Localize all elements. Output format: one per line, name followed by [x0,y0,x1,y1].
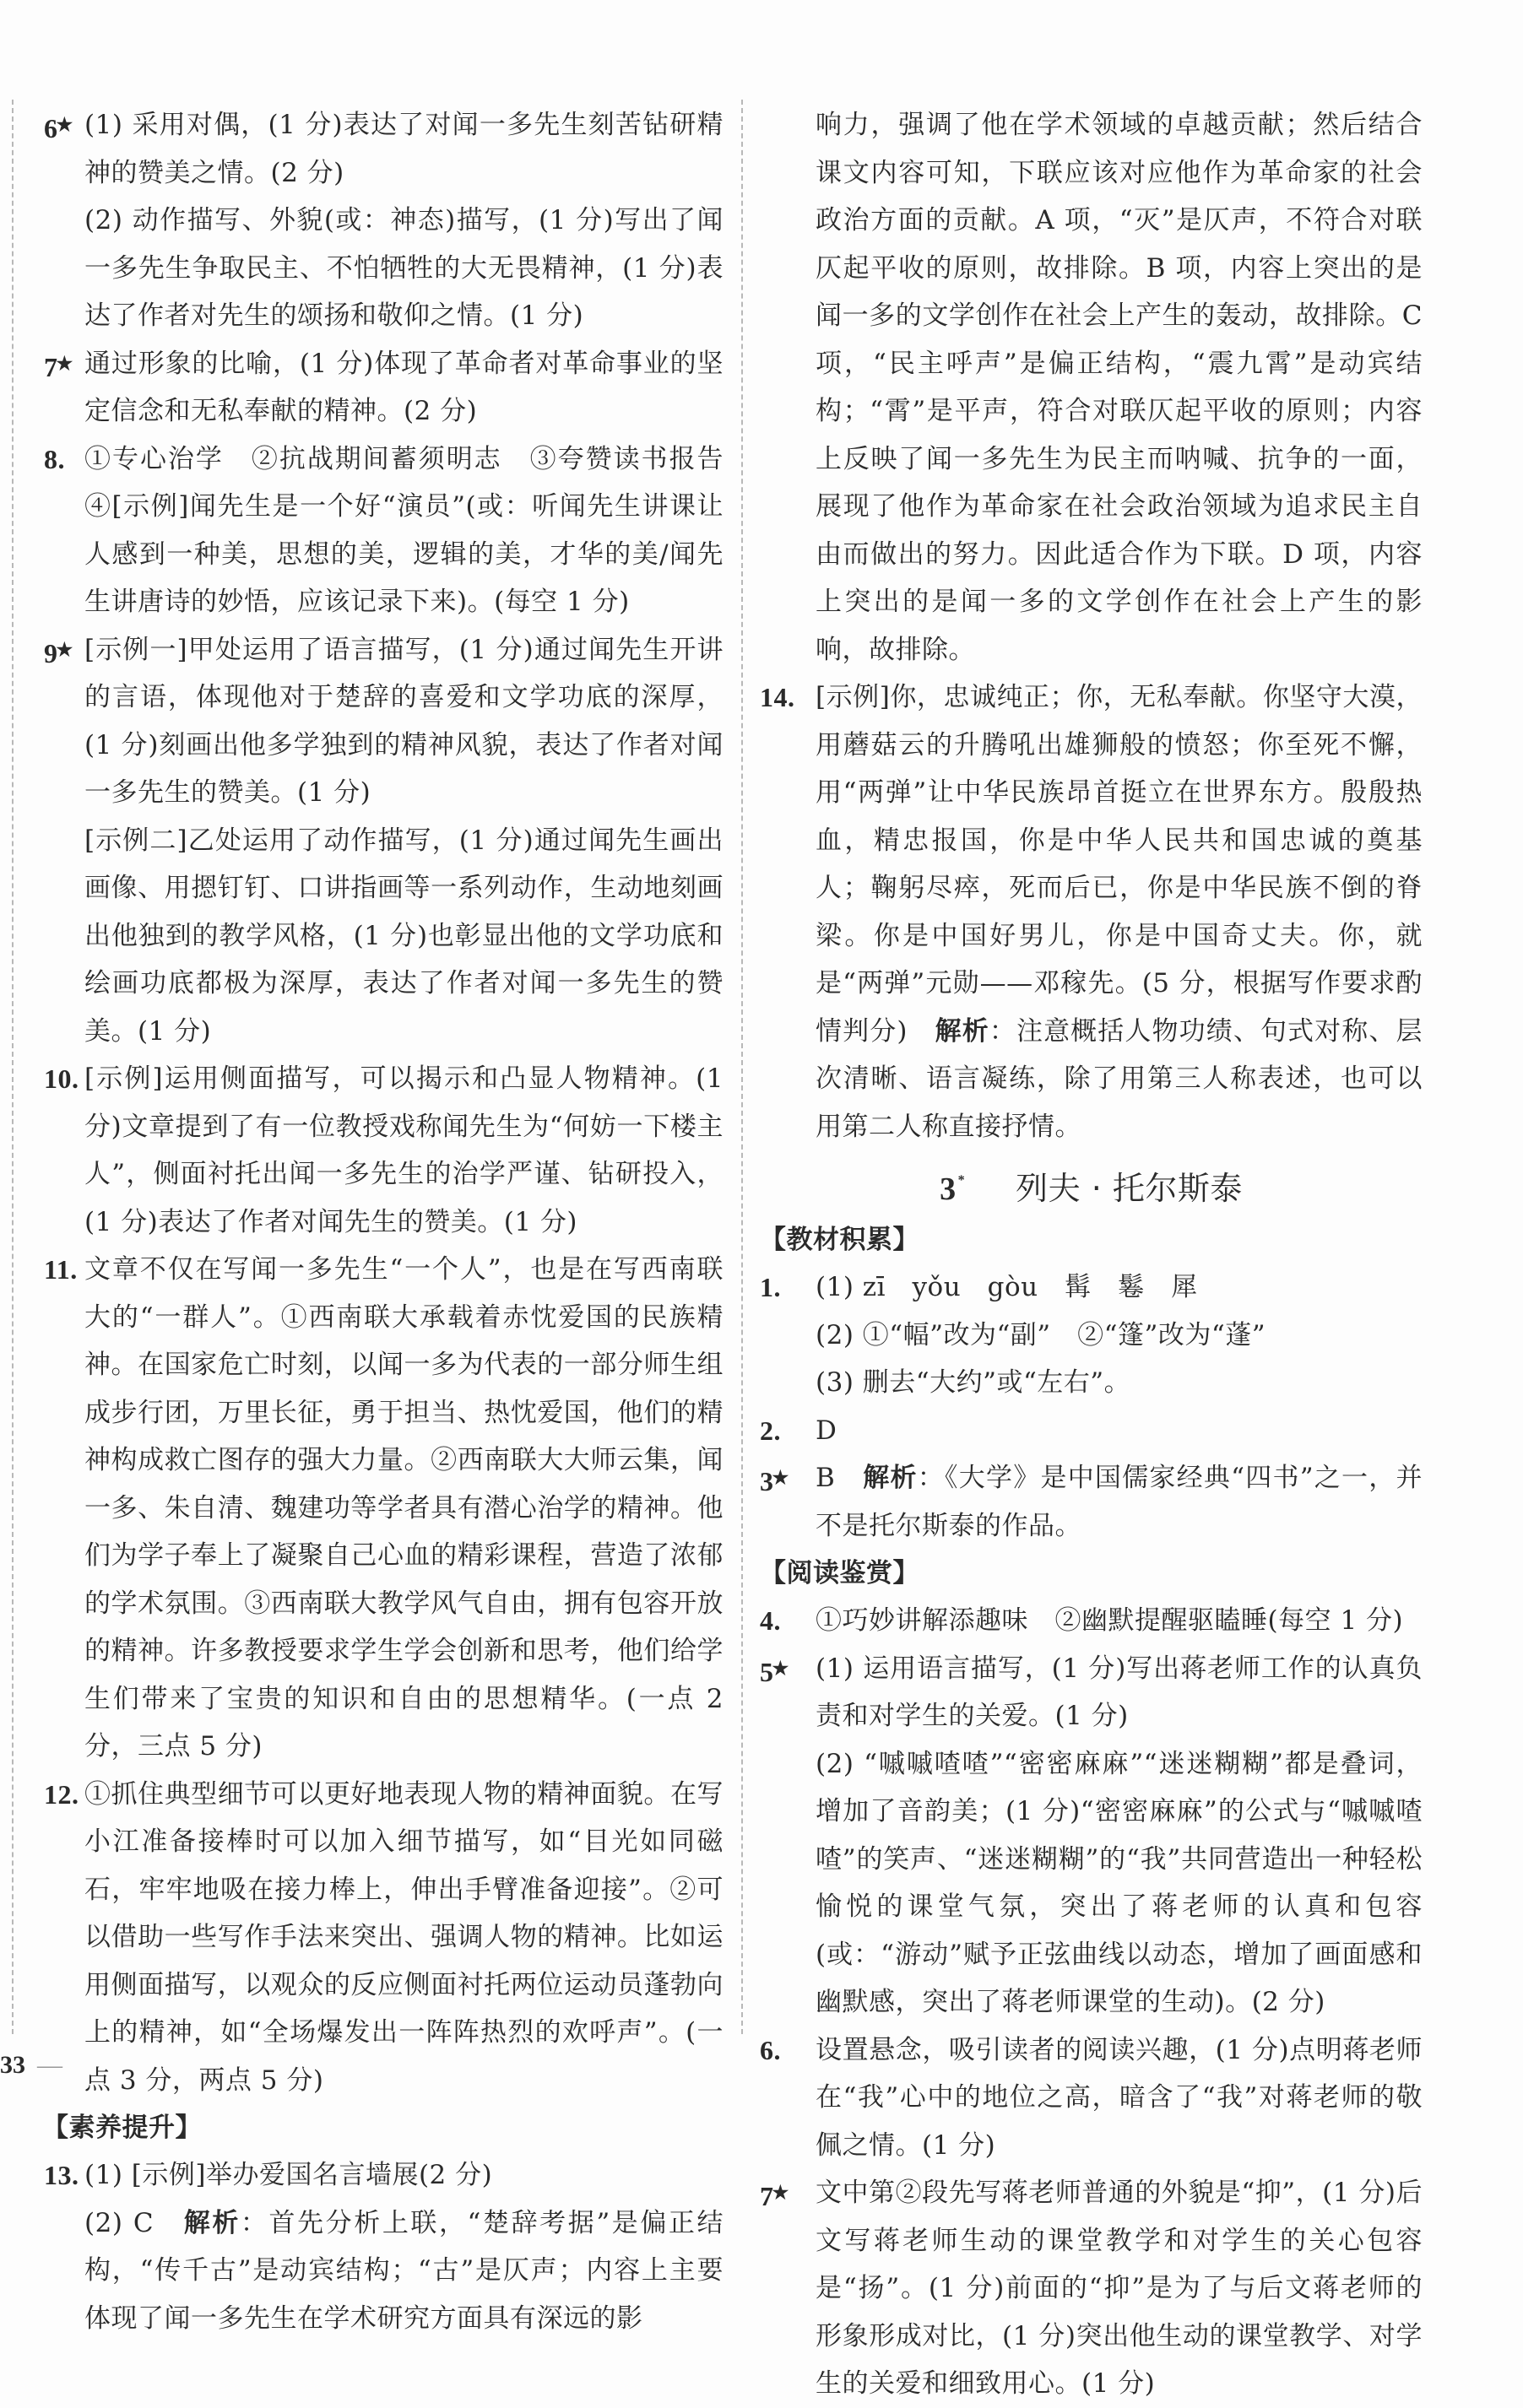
question-number: 6. [760,2034,781,2065]
right-column [760,101,1423,2408]
question-number: 13. [44,2160,79,2190]
answer-q7 [27,340,724,436]
star-icon: ★ [56,352,73,374]
question-number: 9★ [44,637,73,668]
question-number: 11. [44,1254,78,1285]
lesson3-answer-q5 [760,1645,1423,2027]
answer-text: (2) “嘁嘁喳喳”“密密麻麻”“迷迷糊糊”都是叠词，增加了音韵美；(1 分)“密密麻麻”的公式与“嘁嘁喳喳”的笑声、“迷迷糊糊”的“我”共同营造出一种轻松愉悦的课堂气氛，突出了蒋老师的认真和包容(或：“游动”赋予正弦曲线以动态，增加了画面感和幽默感，突出了蒋老师课堂的生动)。(2 分) [816,1748,1423,2017]
answer-q13 [27,2151,724,2342]
question-number: 10. [44,1063,79,1094]
star-icon: ★ [772,2182,789,2203]
answer-text: [示例二]乙处运用了动作描写，(1 分)通过闻先生画出画像、用摁钉钉、口讲指画等一系列动作，生动地刻画出他独到的教学风格，(1 分)也彰显出他的文学功底和绘画功底都极为深厚，表达了作者对闻一多先生的赞美。(1 分) [84,825,724,1047]
answer-text: (2) C 解析：首先分析上联，“楚辞考据”是偏正结构，“传千古”是动宾结构；“古”是仄声；内容上主要体现了闻一多先生在学术研究方面具有深远的影 [84,2207,724,2334]
question-number: 8. [44,443,65,474]
answer-text: ①专心治学 ②抗战期间蓄须明志 ③夸赞读书报告 ④[示例]闻先生是一个好“演员”(或：听闻先生讲课让人感到一种美，思想的美，逻辑的美，才华的美/闻先生讲唐诗的妙悟，应该记录下来)。(每空 1 分) [84,443,751,617]
answer-text: 文章不仅在写闻一多先生“一个人”，也是在写西南联大的“一群人”。①西南联大承载着赤忱爱国的民族精神。在国家危亡时刻，以闻一多为代表的一部分师生组成步行团，万里长征，勇于担当、热忱爱国，他们的精神构成救亡图存的强大力量。②西南联大大师云集，闻一多、朱自清、魏建功等学者具有潜心治学的精神。他们为学子奉上了凝聚自己心血的精彩课程，营造了浓郁的学术氛围。③西南联大教学风气自由，拥有包容开放的精神。许多教授要求学生学会创新和思考，他们给学生们带来了宝贵的知识和自由的思想精华。(一点 2 分，三点 5 分) [84,1254,724,1761]
answer-text: 文中第②段先写蒋老师普通的外貌是“抑”，(1 分)后文写蒋老师生动的课堂教学和对学生的关心包容是“扬”。(1 分)前面的“抑”是为了与后文蒋老师的形象形成对比，(1 分)突出他生动的课堂教学、对学生的关爱和细致用心。(1 分) [816,2178,1423,2399]
question-number: 7★ [44,351,73,382]
question-number: 5★ [760,1656,789,1687]
question-number: 12. [44,1778,79,1810]
answer-q9 [27,626,724,1056]
lesson-name: 列夫 · 托尔斯泰 [1016,1170,1243,1207]
answer-q10 [27,1055,724,1246]
answer-q14 [760,674,1423,1150]
answer-text: 设置悬念，吸引读者的阅读兴趣，(1 分)点明蒋老师在“我”心中的地位之高，暗含了“我”对蒋老师的敬佩之情。(1 分) [816,2034,1423,2161]
question-number: 6★ [44,113,73,143]
analysis-label: 解析 [183,2207,241,2238]
answer-q6 [27,101,724,340]
star-icon: ★ [772,1467,789,1488]
answer-text: (1) zī yǒu gòu 髯 鬈 犀 [816,1272,1198,1302]
answer-q8 [27,436,751,626]
lesson3-answer-q6 [760,2027,1423,2170]
page-number: 33 — [0,2051,62,2079]
answer-text: 响力，强调了他在学术领域的卓越贡献；然后结合课文内容可知，下联应该对应他作为革命家的社会政治方面的贡献。A 项，“灭”是仄声，不符合对联仄起平收的原则，故排除。B 项，内容上突出的是闻一多的文学创作在社会上产生的轰动，故排除。C 项，“民主呼声”是偏正结构，“震九霄”是动宾结构；“霄”是平声，符合对联仄起平收的原则；内容上反映了闻一多先生为民主而呐喊、抗争的一面，展现了他作为革命家在社会政治领域为追求民主自由而做出的努力。因此适合作为下联。D 项，内容上突出的是闻一多的文学创作在社会上产生的影响，故排除。 [816,110,1423,665]
answer-q12 [27,1771,724,2105]
answer-text: [示例]运用侧面描写，可以揭示和凸显人物精神。(1 分)文章提到了有一位教授戏称闻先生为“何妨一下楼主人”，侧面衬托出闻一多先生的治学严谨、钻研投入，(1 分)表达了作者对闻先生的赞美。(1 分) [84,1063,724,1237]
lesson3-answer-q3 [760,1454,1423,1550]
answer-q11 [27,1246,724,1771]
lesson-title [760,1154,1423,1216]
answer-text: (1) [示例]举办爱国名言墙展(2 分) [84,2160,493,2190]
lesson3-answer-q7 [760,2169,1423,2408]
analysis-label: 解析 [935,1015,989,1047]
answer-text: (1) 采用对偶，(1 分)表达了对闻一多先生刻苦钻研精神的赞美之情。(2 分) [84,110,724,188]
answer-q13-continued [760,101,1423,674]
question-number: 14. [760,682,795,712]
star-icon: ★ [56,114,73,135]
question-number: 3★ [760,1466,789,1496]
lesson-number: 3 * [940,1172,966,1207]
question-number: 7★ [760,2181,789,2211]
question-number: 1. [760,1272,781,1302]
answer-text: [示例]你，忠诚纯正；你，无私奉献。你坚守大漠，用蘑菇云的升腾吼出雄狮般的愤怒；你至死不懈，用“两弹”让中华民族昂首挺立在世界东方。殷殷热血，精忠报国，你是中华人民共和国忠诚的奠基人；鞠躬尽瘁，死而后已，你是中华民族不倒的脊梁。你是中国好男儿，你是中国奇丈夫。你，就是“两弹”元勋——邓稼先。(5 分，根据写作要求酌情判分) 解析：注意概括人物功绩、句式对称、层次清晰、语言凝练，除了用第三人称表述，也可以用第二人称直接抒情。 [816,682,1423,1142]
answer-text: 通过形象的比喻，(1 分)体现了革命者对革命事业的坚定信念和无私奉献的精神。(2 分) [84,348,724,426]
answer-text: (2) 动作描写、外貌(或：神态)描写，(1 分)写出了闻一多先生争取民主、不怕牺牲的大无畏精神，(1 分)表达了作者对先生的颂扬和敬仰之情。(1 分) [84,205,724,331]
answer-text: (2) ①“幅”改为“副” ②“篷”改为“蓬” [816,1319,1266,1350]
section-heading-jiaocai: 【教材积累】 [760,1225,919,1255]
answer-text: ①抓住典型细节可以更好地表现人物的精神面貌。在写小江准备接棒时可以加入细节描写，如“目光如同磁石，牢牢地吸在接力棒上，伸出手臂准备迎接”。②可以借助一些写作手法来突出、强调人物的精神。比如运用侧面描写，以观众的反应侧面衬托两位运动员蓬勃向上的精神，如“全场爆发出一阵阵热烈的欢呼声”。(一点 3 分，两点 5 分) [84,1778,724,2096]
analysis-label: 解析 [863,1463,918,1493]
lesson3-answer-q2 [760,1407,1423,1455]
star-icon: ★ [56,638,73,660]
answer-text: ①巧妙讲解添趣味 ②幽默提醒驱瞌睡(每空 1 分) [816,1605,1404,1636]
star-icon: ★ [772,1657,789,1679]
answer-text: (1) 运用语言描写，(1 分)写出蒋老师工作的认真负责和对学生的关爱。(1 分) [816,1653,1423,1731]
answer-text: (3) 删去“大约”或“左右”。 [816,1367,1131,1398]
answer-text: B 解析：《大学》是中国儒家经典“四书”之一，并不是托尔斯泰的作品。 [816,1463,1423,1541]
lesson3-answer-q4 [760,1597,1423,1645]
question-number: 4. [760,1605,781,1636]
section-heading-suyang: 【素养提升】 [42,2113,202,2143]
answer-text: D [816,1415,837,1446]
answer-text: [示例一]甲处运用了语言描写，(1 分)通过闻先生开讲的言语，体现他对于楚辞的喜爱和文学功底的深厚，(1 分)刻画出他多学独到的精神风貌，表达了作者对闻一多先生的赞美。(1 分) [84,634,724,808]
section-heading-yuedu: 【阅读鉴赏】 [760,1558,919,1588]
left-column [27,101,751,2342]
question-number: 2. [760,1415,781,1446]
lesson3-answer-q1 [760,1264,1423,1407]
